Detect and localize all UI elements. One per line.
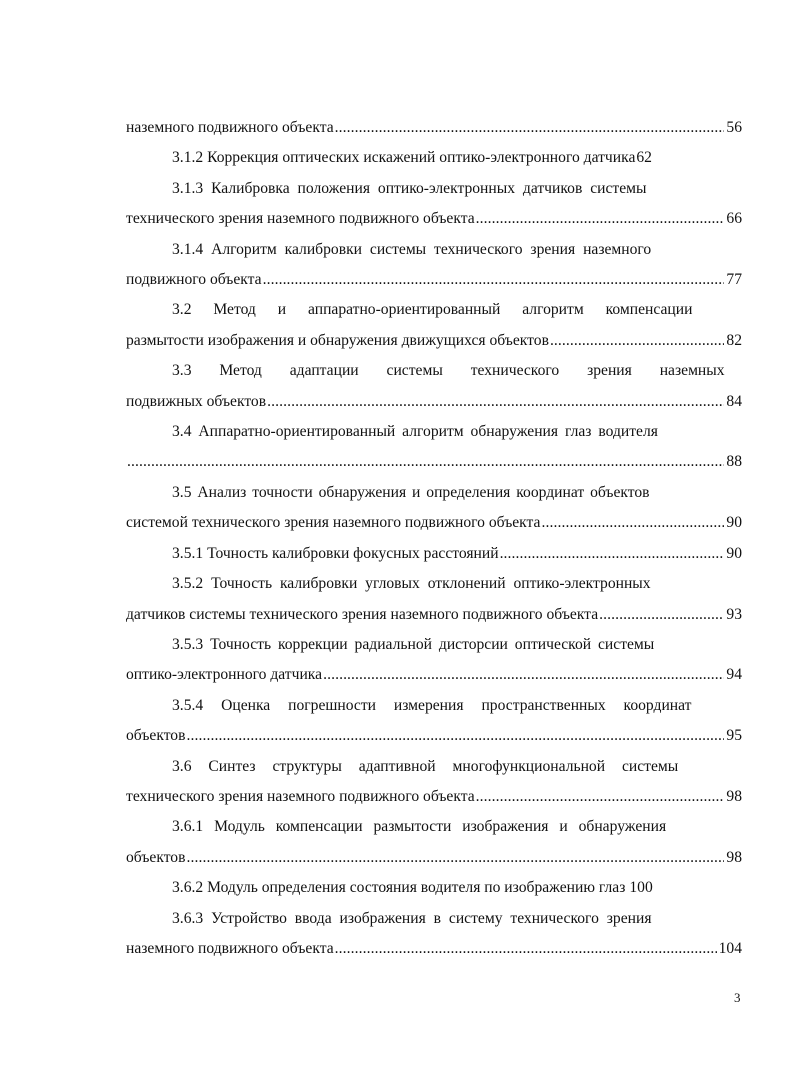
toc-page-number: 66 [726,210,742,228]
toc-entry-text: 3.5.4 Оценка погрешности измерения пространственных координат [172,696,692,714]
toc-page-number: 98 [726,848,742,866]
toc-entry-text: объектов [126,727,186,745]
toc-line [126,600,742,630]
toc-page-number: 93 [726,605,742,623]
dot-leader [267,387,724,417]
toc-entry-text: оптико-электронного датчика [126,666,323,684]
toc-entry [126,812,742,873]
toc-line [126,326,742,356]
dot-leader [550,326,724,356]
toc-line [126,904,742,934]
toc-page-number: 84 [726,392,742,410]
toc-entry-text: системой технического зрения наземного подвижного объекта [126,514,541,532]
toc-line [126,934,742,964]
toc-entry [126,417,742,478]
dot-leader [476,204,725,234]
toc-entry [126,295,742,356]
dot-leader [323,660,724,690]
dot-leader [127,447,724,477]
toc-entry [126,113,742,143]
toc-line [126,356,742,386]
toc-line [126,204,742,234]
toc-entry-text: 3.4 Аппаратно-ориентированный алгоритм обнаружения глаз водителя [172,423,658,441]
toc-line [126,721,742,751]
toc-page-number: 77 [726,271,742,289]
toc-line [126,843,742,873]
toc-entry [126,569,742,630]
toc-line [126,782,742,812]
toc-entry-text: 3.6.2 Модуль определения состояния водителя по изображению глаз [172,879,626,897]
toc-page-number: 90 [726,544,742,562]
toc-line [126,478,742,508]
toc-entry [126,143,742,173]
toc-entry-text: 3.6 Синтез структуры адаптивной многофункциональной системы [172,757,679,775]
toc-line [126,752,742,782]
dot-leader [186,843,724,873]
toc-entry-text: 3.3 Метод адаптации системы технического зрения наземных [172,362,725,380]
toc-entry-text: датчиков системы технического зрения наземного подвижного объекта [126,605,599,623]
toc-line [126,235,742,265]
toc-entry-text: 3.1.2 Коррекция оптических искажений оптико-электронного датчика [172,149,636,167]
toc-line [126,812,742,842]
toc-entry-text: 3.5.3 Точность коррекции радиальной дисторсии оптической системы [172,635,655,653]
toc-entry [126,235,742,296]
toc-entry-text: размытости изображения и обнаружения движущихся объектов [126,331,549,349]
toc-entry-text: 3.1.4 Алгоритм калибровки системы технического зрения наземного [172,240,652,258]
toc-line [126,569,742,599]
dot-leader [335,113,725,143]
toc-page-number: 104 [718,939,742,957]
toc-line [126,417,742,447]
dot-leader [500,539,725,569]
toc-line [126,113,742,143]
page-number: 3 [734,990,741,1005]
toc-page-number: 94 [726,666,742,684]
toc-entry-text: подвижных объектов [126,392,267,410]
toc-entry-text: наземного подвижного объекта [126,119,334,136]
toc-line [126,387,742,417]
toc-entry-text: 3.5.2 Точность калибровки угловых отклонений оптико-электронных [172,575,651,593]
toc-entry-text: технического зрения наземного подвижного объекта [126,787,475,805]
toc-entry [126,539,742,569]
toc-entry [126,691,742,752]
dot-leader [476,782,725,812]
toc-line [126,143,742,173]
dot-leader [541,508,724,538]
toc-entry-text: 3.6.3 Устройство ввода изображения в систему технического зрения [172,909,652,927]
dot-leader [186,721,724,751]
toc-page-number: 95 [726,727,742,745]
toc-line [126,660,742,690]
toc-entry [126,630,742,691]
toc-page-number: 82 [726,331,742,349]
toc-entry [126,478,742,539]
toc-page-number: 100 [629,879,653,897]
toc-entry-text: 3.6.1 Модуль компенсации размытости изображения и обнаружения [172,818,667,836]
toc-line [126,265,742,295]
dot-leader [263,265,725,295]
toc-entry-text: 3.2 Метод и аппаратно-ориентированный алгоритм компенсации [172,301,693,319]
toc-line [126,508,742,538]
toc-page-number: 56 [726,119,742,136]
toc-line [126,295,742,325]
toc-entry-text: наземного подвижного объекта [126,939,334,957]
dot-leader [599,600,724,630]
toc-line [126,174,742,204]
toc-page-number: 88 [726,453,742,471]
toc-line [126,539,742,569]
toc-page-number: 90 [726,514,742,532]
toc-entry [126,356,742,417]
toc-entry-text: 3.1.3 Калибровка положения оптико-электронных датчиков системы [172,179,647,197]
toc-entry [126,752,742,813]
toc-entry-text: объектов [126,848,186,866]
toc-entry-text: 3.5 Анализ точности обнаружения и определения координат объектов [172,483,650,501]
toc-page-number: 98 [726,787,742,805]
toc-entry [126,174,742,235]
toc-entry-text: 3.5.1 Точность калибровки фокусных расстояний [172,544,499,562]
table-of-contents [126,113,742,964]
toc-entry-text: подвижного объекта [126,271,262,289]
toc-line [126,873,742,903]
toc-line [126,630,742,660]
toc-page-number: 62 [636,149,652,167]
toc-entry [126,904,742,965]
toc-line [126,691,742,721]
toc-entry [126,873,742,903]
toc-entry-text: технического зрения наземного подвижного объекта [126,210,475,228]
dot-leader [335,934,717,964]
toc-line [126,447,742,477]
